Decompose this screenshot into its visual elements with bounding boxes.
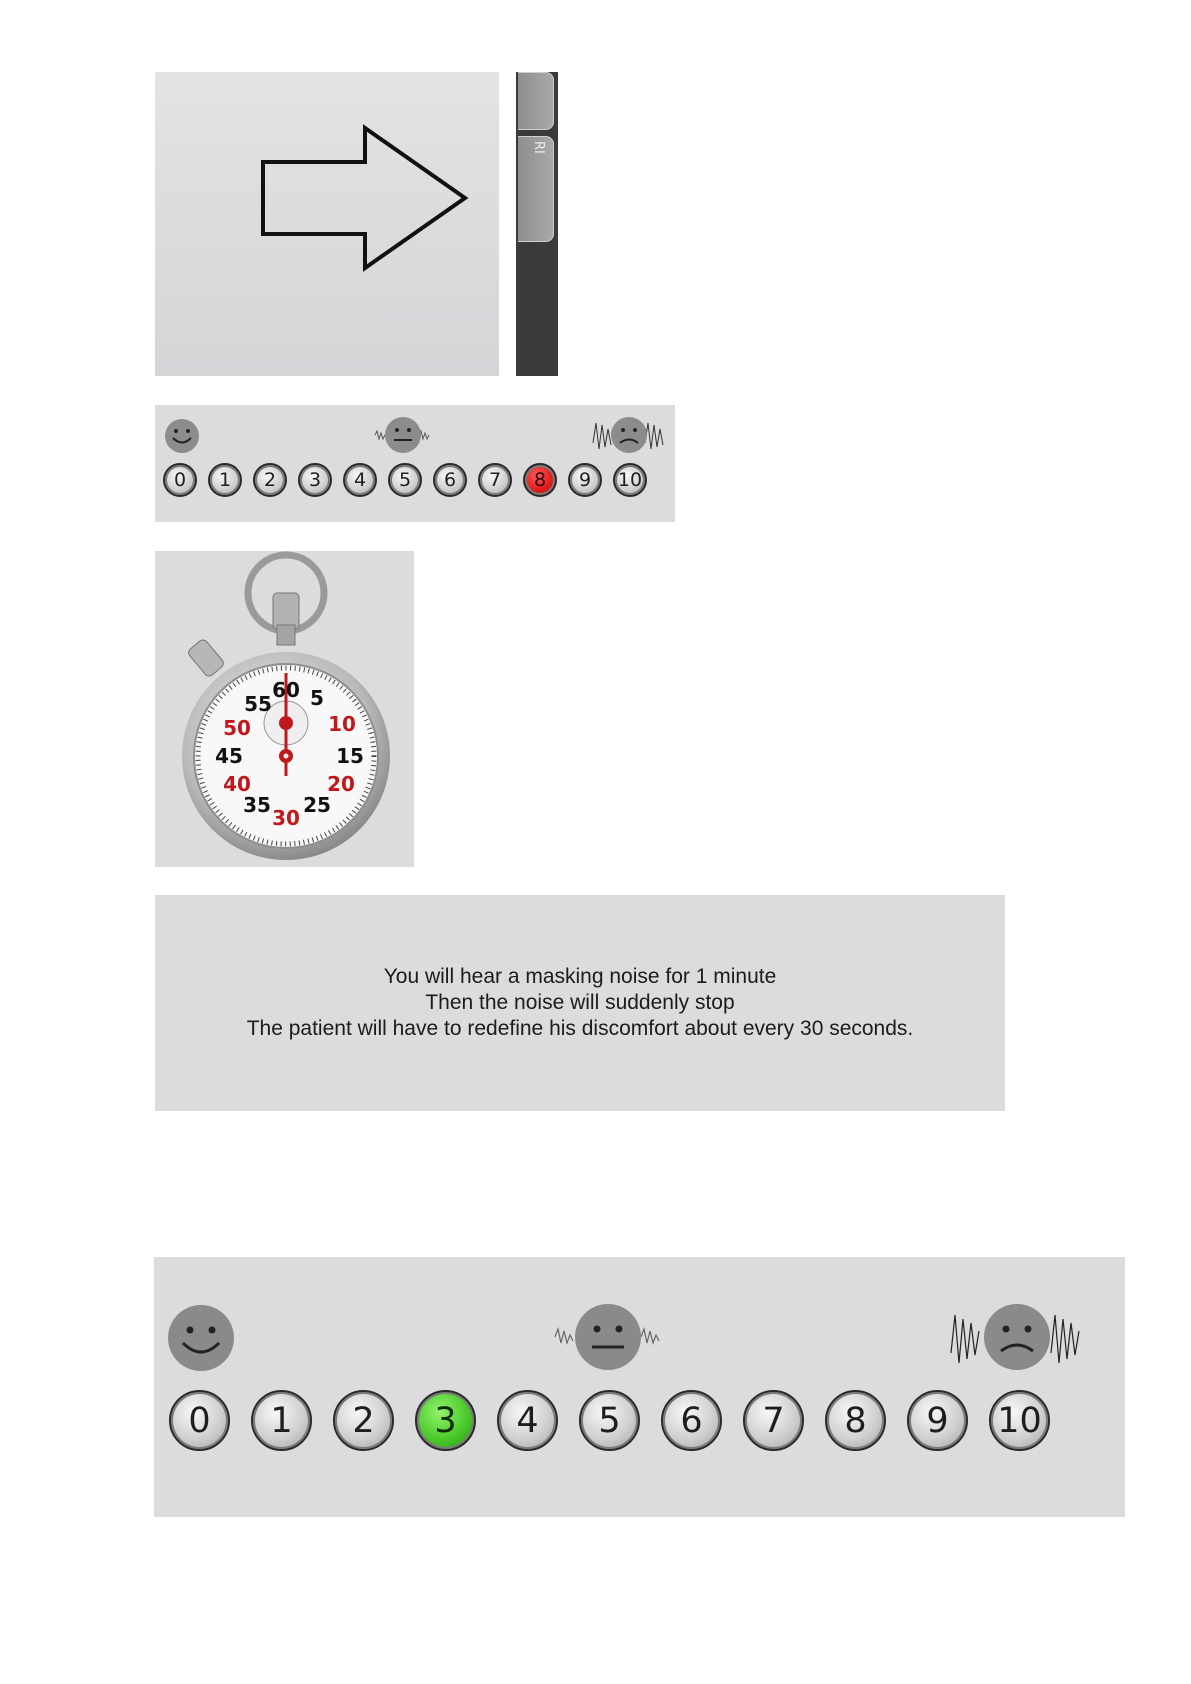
dial-label-5: 5 — [310, 686, 324, 710]
dial-label-45: 45 — [215, 744, 243, 768]
scale-button-4[interactable]: 4 — [343, 463, 377, 497]
scale-button-3-selected[interactable]: 3 — [415, 1390, 476, 1451]
neutral-face-with-noise-icon — [553, 1301, 663, 1373]
scale-button-5[interactable]: 5 — [388, 463, 422, 497]
happy-face-icon — [166, 1303, 236, 1373]
scale-button-9[interactable]: 9 — [568, 463, 602, 497]
side-tab-ri-label: RI — [531, 141, 546, 154]
dial-label-25: 25 — [303, 793, 331, 817]
dial-label-35: 35 — [243, 793, 271, 817]
scale-button-0[interactable]: 0 — [163, 463, 197, 497]
scale-button-1[interactable]: 1 — [251, 1390, 312, 1451]
scale-button-0[interactable]: 0 — [169, 1390, 230, 1451]
instruction-line-1: You will hear a masking noise for 1 minute — [383, 965, 777, 988]
instructions-panel — [155, 895, 1005, 1111]
scale-button-10[interactable]: 10 — [613, 463, 647, 497]
scale-button-7[interactable]: 7 — [743, 1390, 804, 1451]
scale-button-7[interactable]: 7 — [478, 463, 512, 497]
dial-label-50: 50 — [223, 716, 251, 740]
stopwatch-panel — [155, 551, 414, 867]
scale-button-5[interactable]: 5 — [579, 1390, 640, 1451]
arrow-panel[interactable] — [155, 72, 499, 376]
instruction-line-3: The patient will have to redefine his discomfort about every 30 seconds. — [246, 1017, 914, 1040]
dial-label-10: 10 — [328, 712, 356, 736]
dial-label-30: 30 — [272, 806, 300, 830]
scale-button-6[interactable]: 6 — [661, 1390, 722, 1451]
scale-button-2[interactable]: 2 — [253, 463, 287, 497]
scale-button-3[interactable]: 3 — [298, 463, 332, 497]
side-tab-ri[interactable] — [518, 136, 554, 242]
scale-button-10[interactable]: 10 — [989, 1390, 1050, 1451]
scale-button-2[interactable]: 2 — [333, 1390, 394, 1451]
dial-label-20: 20 — [327, 772, 355, 796]
instruction-line-2: Then the noise will suddenly stop — [425, 991, 735, 1014]
right-arrow-icon — [155, 72, 499, 376]
scale-button-8-selected[interactable]: 8 — [523, 463, 557, 497]
scale-button-6[interactable]: 6 — [433, 463, 467, 497]
sad-face-with-loud-noise-icon — [591, 413, 667, 457]
dial-label-60: 60 — [272, 678, 300, 702]
side-tab-strip — [516, 72, 558, 376]
dial-label-15: 15 — [336, 744, 364, 768]
scale-button-8[interactable]: 8 — [825, 1390, 886, 1451]
sad-face-with-loud-noise-icon — [949, 1299, 1085, 1375]
side-tab-top[interactable] — [518, 72, 554, 130]
dial-label-55: 55 — [244, 692, 272, 716]
stopwatch-icon — [155, 551, 414, 867]
happy-face-icon — [163, 417, 201, 455]
discomfort-scale-small — [155, 405, 675, 522]
scale-button-9[interactable]: 9 — [907, 1390, 968, 1451]
scale-button-1[interactable]: 1 — [208, 463, 242, 497]
neutral-face-with-noise-icon — [373, 415, 433, 455]
scale-button-4[interactable]: 4 — [497, 1390, 558, 1451]
discomfort-scale-large — [154, 1257, 1125, 1517]
dial-label-40: 40 — [223, 772, 251, 796]
